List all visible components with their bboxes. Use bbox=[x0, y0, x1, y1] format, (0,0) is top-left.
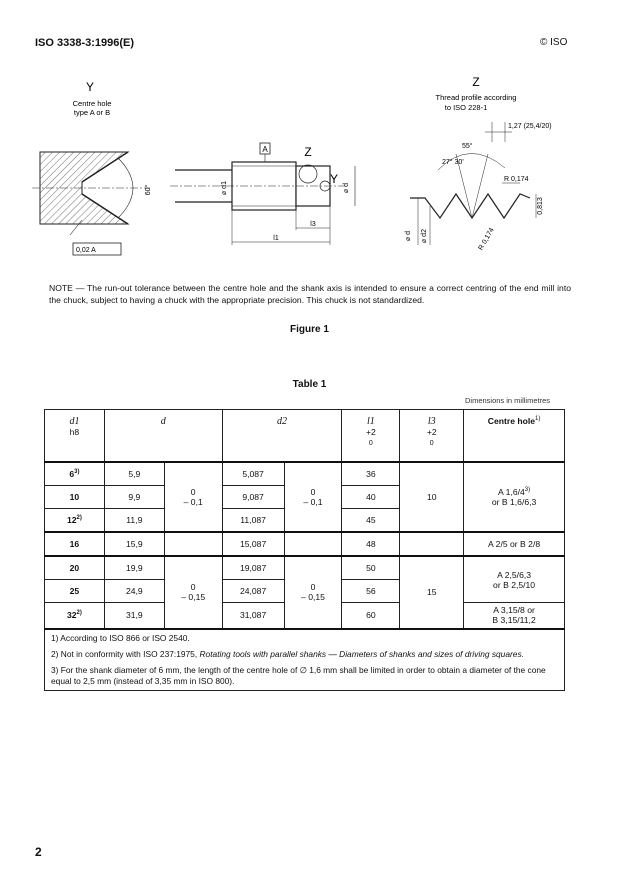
dim-l3: l3 bbox=[310, 221, 316, 228]
centre-hole-line-2: or B 1,6/6,3 bbox=[491, 497, 537, 507]
header-l3-upper: +2 bbox=[426, 427, 437, 437]
header-l3 bbox=[400, 410, 464, 463]
half-angle-label: 27° 30' bbox=[442, 159, 464, 166]
d1-value: 25 bbox=[69, 586, 80, 596]
header-centre-hole bbox=[464, 410, 565, 463]
d1-value: 20 bbox=[69, 563, 80, 573]
d-tol-lower: – 0,1 bbox=[183, 497, 203, 507]
header-d1 bbox=[45, 410, 105, 463]
header-d1-label: d1 bbox=[69, 416, 80, 427]
header-l3-lower: 0 bbox=[429, 440, 434, 447]
cell-centre-hole bbox=[464, 556, 565, 603]
cell-l3: 10 bbox=[400, 462, 464, 532]
z-caption-1: Thread profile according bbox=[435, 93, 517, 102]
header-l3-label: l3 bbox=[427, 416, 436, 427]
table-row bbox=[45, 556, 565, 580]
cell-d2: 11,087 bbox=[222, 509, 284, 533]
cell-d1 bbox=[45, 509, 105, 533]
callout-y: Y bbox=[329, 172, 339, 186]
d2-tol-lower: – 0,15 bbox=[301, 592, 325, 603]
cell-d-tolerance-empty bbox=[164, 532, 222, 556]
shank-drawing bbox=[170, 143, 355, 245]
table-row bbox=[45, 462, 565, 486]
angle-55-label: 55° bbox=[462, 143, 473, 150]
cell-d2-tolerance bbox=[284, 556, 342, 629]
dim-d1: ⌀ d1 bbox=[221, 181, 228, 195]
cell-d: 24,9 bbox=[104, 580, 164, 603]
cell-d1 bbox=[45, 462, 105, 486]
standard-number: ISO 3338-3:1996(E) bbox=[35, 37, 135, 49]
header-l1-upper: +2 bbox=[365, 427, 376, 437]
d1-note: 2) bbox=[76, 515, 82, 522]
table-header-row bbox=[45, 410, 565, 463]
cell-d2: 19,087 bbox=[222, 556, 284, 580]
cell-centre-hole bbox=[464, 462, 565, 532]
callout-a: A bbox=[262, 145, 268, 154]
cell-d: 11,9 bbox=[104, 509, 164, 533]
thread-d2-label: ⌀ d2 bbox=[421, 229, 428, 243]
figure-1-drawing bbox=[0, 70, 619, 275]
angle-60-label: 60° bbox=[145, 184, 152, 196]
radius-bottom-label: R 0,174 bbox=[477, 226, 496, 252]
d-tol-upper: 0 bbox=[190, 487, 196, 497]
cell-centre-hole bbox=[464, 603, 565, 629]
footnote-1: 1) According to ISO 866 or ISO 2540. bbox=[51, 632, 190, 643]
pitch-label: 1,27 (25,4/20) bbox=[508, 123, 552, 130]
header-d1-tolerance: h8 bbox=[69, 427, 80, 437]
d-tol-lower: – 0,15 bbox=[181, 592, 206, 603]
thread-d-label: ⌀ d bbox=[405, 230, 412, 242]
d1-note: 3) bbox=[74, 469, 80, 476]
figure-note: NOTE — The run-out tolerance between the centre hole and the shank axis is intended to ensure a correct centring of the end mill into the chuck, subject to having a chuck with the appropriate precision. This chuck is not standardized. bbox=[49, 283, 571, 305]
radius-top-label: R 0,174 bbox=[504, 176, 529, 183]
cell-d2: 24,087 bbox=[222, 580, 284, 603]
d2-tol-upper: 0 bbox=[310, 487, 316, 497]
footnotes bbox=[45, 629, 565, 691]
cell-d2: 9,087 bbox=[222, 486, 284, 509]
footnote-2 bbox=[51, 649, 558, 660]
y-caption-1: Centre hole bbox=[72, 99, 112, 108]
table-caption: Table 1 bbox=[292, 379, 327, 390]
header-d bbox=[104, 410, 222, 463]
z-label: Z bbox=[472, 75, 480, 89]
copyright: © ISO bbox=[540, 37, 568, 48]
cell-l1: 60 bbox=[342, 603, 400, 629]
y-label: Y bbox=[85, 80, 95, 94]
footnotes-row bbox=[45, 629, 565, 691]
header-d2 bbox=[222, 410, 342, 463]
cell-d-tolerance bbox=[164, 556, 222, 629]
d-tol-upper: 0 bbox=[190, 582, 196, 593]
d1-value: 32 bbox=[66, 610, 77, 621]
cell-d1 bbox=[45, 532, 105, 556]
cell-d2: 15,087 bbox=[222, 532, 284, 556]
dim-d: ⌀ d bbox=[343, 182, 350, 194]
footnote-2-text: 2) Not in conformity with ISO 237:1975, bbox=[51, 648, 200, 659]
cell-d2-tolerance-empty bbox=[284, 532, 342, 556]
d1-value: 6 bbox=[69, 469, 75, 479]
cell-l1: 56 bbox=[342, 580, 400, 603]
cell-l1: 48 bbox=[342, 532, 400, 556]
tolerance-frame-text: 0,02 A bbox=[76, 247, 96, 254]
z-caption-2: to ISO 228-1 bbox=[444, 103, 488, 112]
centre-hole-line-2: or B 2,5/10 bbox=[493, 579, 536, 590]
cell-d: 5,9 bbox=[104, 462, 164, 486]
header-l1-lower: 0 bbox=[368, 440, 373, 447]
d2-tol-upper: 0 bbox=[310, 582, 316, 593]
y-caption-2: type A or B bbox=[73, 108, 111, 117]
cell-d1 bbox=[45, 556, 105, 580]
header-d2-label: d2 bbox=[277, 416, 288, 427]
cell-d-tolerance bbox=[164, 462, 222, 532]
centre-hole-line-2: B 3,15/11,2 bbox=[492, 615, 536, 626]
depth-label: 0,813 bbox=[537, 197, 544, 215]
cell-d: 15,9 bbox=[104, 532, 164, 556]
cell-l1: 45 bbox=[342, 509, 400, 533]
cell-centre-hole: A 2/5 or B 2/8 bbox=[464, 532, 565, 556]
centre-hole-line-1: A 2,5/6,3 bbox=[497, 569, 532, 580]
centre-hole-line-1: A 3,15/8 or bbox=[493, 605, 535, 616]
centre-hole-note: 3) bbox=[524, 487, 531, 494]
header-d-label: d bbox=[160, 416, 166, 427]
cell-l1: 40 bbox=[342, 486, 400, 509]
cell-l3-empty bbox=[400, 532, 464, 556]
d1-value: 12 bbox=[66, 515, 77, 525]
cell-d2-tolerance bbox=[284, 462, 342, 532]
cell-d: 31,9 bbox=[104, 603, 164, 629]
cell-d: 9,9 bbox=[104, 486, 164, 509]
cell-d2: 31,087 bbox=[222, 603, 284, 629]
cell-l3: 15 bbox=[400, 556, 464, 629]
header-centre-hole-note: 1) bbox=[535, 416, 541, 423]
centre-hole-drawing bbox=[32, 152, 152, 255]
cell-d2: 5,087 bbox=[222, 462, 284, 486]
dim-l1: l1 bbox=[273, 235, 279, 242]
figure-caption: Figure 1 bbox=[290, 324, 329, 335]
d1-value: 16 bbox=[69, 539, 80, 549]
header-centre-hole-label: Centre hole bbox=[487, 416, 536, 426]
table-1 bbox=[44, 409, 565, 691]
d2-tol-lower: – 0,1 bbox=[303, 497, 323, 507]
footnote-3: 3) For the shank diameter of 6 mm, the length of the centre hole of ∅ 1,6 mm shall be limited in order to obtain a diameter of the cone equal to 2,5 mm (instead of 3,35 mm in ISO 800). bbox=[51, 664, 546, 686]
cell-l1: 36 bbox=[342, 462, 400, 486]
header-l1 bbox=[342, 410, 400, 463]
thread-profile-drawing bbox=[405, 122, 552, 252]
table-row bbox=[45, 532, 565, 556]
d1-note: 2) bbox=[76, 610, 82, 617]
cell-d1 bbox=[45, 486, 105, 509]
cell-d: 19,9 bbox=[104, 556, 164, 580]
header-l1-label: l1 bbox=[366, 416, 375, 427]
callout-z: Z bbox=[304, 145, 312, 159]
footnote-2-title: Rotating tools with parallel shanks — Diameters of shanks and sizes of driving squares. bbox=[199, 648, 524, 659]
page-number: 2 bbox=[35, 845, 42, 859]
cell-d1 bbox=[45, 603, 105, 629]
d1-value: 10 bbox=[69, 492, 80, 502]
units-label: Dimensions in millimetres bbox=[465, 396, 551, 405]
centre-hole-line-1: A 1,6/4 bbox=[498, 487, 525, 497]
cell-l1: 50 bbox=[342, 556, 400, 580]
cell-d1 bbox=[45, 580, 105, 603]
